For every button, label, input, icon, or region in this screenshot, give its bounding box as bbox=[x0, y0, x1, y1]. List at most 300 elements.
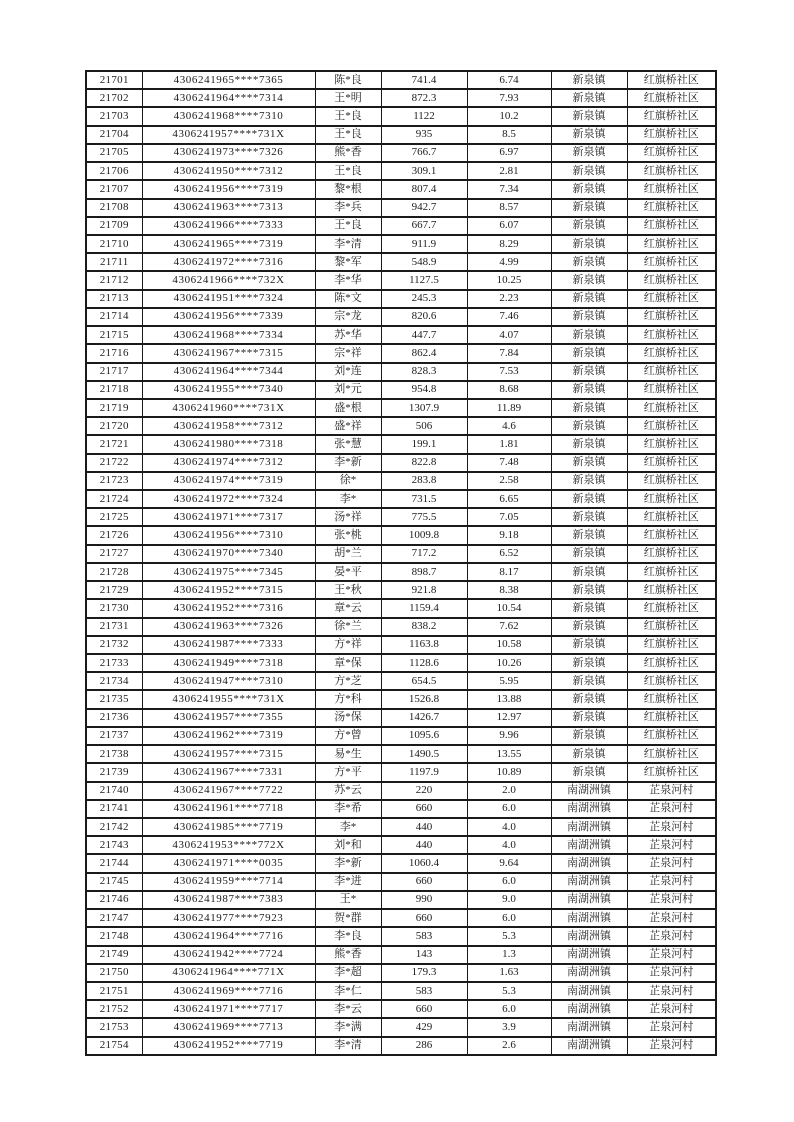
cell-village: 红旗桥社区 bbox=[627, 217, 716, 235]
cell-sequence-number: 21737 bbox=[86, 727, 142, 745]
cell-village: 芷泉河村 bbox=[627, 873, 716, 891]
cell-id-card-number: 4306241969****7716 bbox=[142, 982, 315, 1000]
cell-village: 芷泉河村 bbox=[627, 1037, 716, 1055]
table-row bbox=[86, 454, 716, 472]
cell-rate: 10.2 bbox=[467, 107, 551, 125]
cell-id-card-number: 4306241947****7310 bbox=[142, 672, 315, 690]
cell-sequence-number: 21716 bbox=[86, 344, 142, 362]
cell-rate: 10.54 bbox=[467, 599, 551, 617]
table-row bbox=[86, 363, 716, 381]
cell-village: 红旗桥社区 bbox=[627, 581, 716, 599]
cell-rate: 3.9 bbox=[467, 1018, 551, 1036]
cell-amount: 1122 bbox=[381, 107, 467, 125]
cell-town: 新泉镇 bbox=[551, 618, 627, 636]
cell-town: 新泉镇 bbox=[551, 581, 627, 599]
cell-id-card-number: 4306241942****7724 bbox=[142, 946, 315, 964]
cell-sequence-number: 21738 bbox=[86, 745, 142, 763]
cell-rate: 9.96 bbox=[467, 727, 551, 745]
cell-town: 新泉镇 bbox=[551, 89, 627, 107]
cell-rate: 4.07 bbox=[467, 326, 551, 344]
table-row bbox=[86, 727, 716, 745]
cell-rate: 8.57 bbox=[467, 199, 551, 217]
cell-id-card-number: 4306241958****7312 bbox=[142, 417, 315, 435]
cell-amount: 1526.8 bbox=[381, 690, 467, 708]
cell-name: 李*新 bbox=[315, 454, 381, 472]
cell-sequence-number: 21748 bbox=[86, 927, 142, 945]
cell-town: 新泉镇 bbox=[551, 745, 627, 763]
cell-id-card-number: 4306241956****7319 bbox=[142, 180, 315, 198]
cell-village: 红旗桥社区 bbox=[627, 417, 716, 435]
cell-sequence-number: 21746 bbox=[86, 891, 142, 909]
cell-sequence-number: 21740 bbox=[86, 782, 142, 800]
table-row bbox=[86, 417, 716, 435]
cell-village: 芷泉河村 bbox=[627, 818, 716, 836]
cell-amount: 1159.4 bbox=[381, 599, 467, 617]
cell-sequence-number: 21739 bbox=[86, 763, 142, 781]
cell-name: 刘*连 bbox=[315, 363, 381, 381]
cell-sequence-number: 21719 bbox=[86, 399, 142, 417]
cell-sequence-number: 21753 bbox=[86, 1018, 142, 1036]
cell-sequence-number: 21721 bbox=[86, 435, 142, 453]
cell-amount: 286 bbox=[381, 1037, 467, 1055]
cell-village: 红旗桥社区 bbox=[627, 618, 716, 636]
cell-amount: 654.5 bbox=[381, 672, 467, 690]
cell-amount: 1197.9 bbox=[381, 763, 467, 781]
cell-village: 红旗桥社区 bbox=[627, 745, 716, 763]
table-row bbox=[86, 235, 716, 253]
cell-village: 芷泉河村 bbox=[627, 782, 716, 800]
cell-sequence-number: 21701 bbox=[86, 71, 142, 89]
cell-village: 红旗桥社区 bbox=[627, 235, 716, 253]
cell-name: 方*平 bbox=[315, 763, 381, 781]
cell-sequence-number: 21704 bbox=[86, 126, 142, 144]
cell-sequence-number: 21744 bbox=[86, 854, 142, 872]
cell-sequence-number: 21732 bbox=[86, 636, 142, 654]
cell-id-card-number: 4306241971****7717 bbox=[142, 1000, 315, 1018]
cell-id-card-number: 4306241975****7345 bbox=[142, 563, 315, 581]
cell-id-card-number: 4306241972****7316 bbox=[142, 253, 315, 271]
cell-rate: 7.05 bbox=[467, 508, 551, 526]
table-row bbox=[86, 399, 716, 417]
cell-amount: 583 bbox=[381, 982, 467, 1000]
table-row bbox=[86, 618, 716, 636]
cell-sequence-number: 21717 bbox=[86, 363, 142, 381]
cell-name: 陈*文 bbox=[315, 290, 381, 308]
cell-sequence-number: 21751 bbox=[86, 982, 142, 1000]
cell-id-card-number: 4306241955****731X bbox=[142, 690, 315, 708]
cell-town: 新泉镇 bbox=[551, 599, 627, 617]
cell-amount: 766.7 bbox=[381, 144, 467, 162]
cell-town: 新泉镇 bbox=[551, 71, 627, 89]
cell-village: 红旗桥社区 bbox=[627, 326, 716, 344]
cell-rate: 5.3 bbox=[467, 982, 551, 1000]
cell-sequence-number: 21720 bbox=[86, 417, 142, 435]
cell-rate: 1.3 bbox=[467, 946, 551, 964]
cell-sequence-number: 21730 bbox=[86, 599, 142, 617]
cell-town: 新泉镇 bbox=[551, 545, 627, 563]
table-row bbox=[86, 89, 716, 107]
cell-rate: 6.0 bbox=[467, 873, 551, 891]
cell-rate: 6.0 bbox=[467, 800, 551, 818]
cell-town: 新泉镇 bbox=[551, 144, 627, 162]
cell-village: 红旗桥社区 bbox=[627, 399, 716, 417]
table-row bbox=[86, 107, 716, 125]
cell-town: 南湖洲镇 bbox=[551, 946, 627, 964]
table-row bbox=[86, 782, 716, 800]
table-row bbox=[86, 271, 716, 289]
cell-name: 王*良 bbox=[315, 107, 381, 125]
cell-village: 红旗桥社区 bbox=[627, 490, 716, 508]
cell-rate: 8.29 bbox=[467, 235, 551, 253]
cell-id-card-number: 4306241970****7340 bbox=[142, 545, 315, 563]
cell-id-card-number: 4306241952****7315 bbox=[142, 581, 315, 599]
cell-name: 黎*军 bbox=[315, 253, 381, 271]
cell-town: 南湖洲镇 bbox=[551, 782, 627, 800]
cell-town: 新泉镇 bbox=[551, 727, 627, 745]
cell-name: 刘*元 bbox=[315, 381, 381, 399]
cell-amount: 1128.6 bbox=[381, 654, 467, 672]
cell-rate: 4.99 bbox=[467, 253, 551, 271]
cell-name: 方*科 bbox=[315, 690, 381, 708]
cell-id-card-number: 4306241960****731X bbox=[142, 399, 315, 417]
cell-town: 新泉镇 bbox=[551, 180, 627, 198]
cell-name: 宗*祥 bbox=[315, 344, 381, 362]
cell-sequence-number: 21709 bbox=[86, 217, 142, 235]
cell-name: 黎*根 bbox=[315, 180, 381, 198]
cell-town: 新泉镇 bbox=[551, 107, 627, 125]
cell-village: 芷泉河村 bbox=[627, 909, 716, 927]
cell-id-card-number: 4306241966****732X bbox=[142, 271, 315, 289]
cell-amount: 717.2 bbox=[381, 545, 467, 563]
cell-rate: 8.5 bbox=[467, 126, 551, 144]
table-row bbox=[86, 71, 716, 89]
cell-sequence-number: 21703 bbox=[86, 107, 142, 125]
cell-amount: 828.3 bbox=[381, 363, 467, 381]
cell-rate: 6.52 bbox=[467, 545, 551, 563]
cell-town: 新泉镇 bbox=[551, 526, 627, 544]
cell-sequence-number: 21722 bbox=[86, 454, 142, 472]
table-row bbox=[86, 563, 716, 581]
table-row bbox=[86, 854, 716, 872]
cell-town: 南湖洲镇 bbox=[551, 1018, 627, 1036]
cell-id-card-number: 4306241966****7333 bbox=[142, 217, 315, 235]
cell-id-card-number: 4306241969****7713 bbox=[142, 1018, 315, 1036]
cell-rate: 5.95 bbox=[467, 672, 551, 690]
cell-rate: 10.25 bbox=[467, 271, 551, 289]
cell-rate: 8.17 bbox=[467, 563, 551, 581]
cell-id-card-number: 4306241967****7331 bbox=[142, 763, 315, 781]
cell-town: 南湖洲镇 bbox=[551, 1000, 627, 1018]
cell-village: 芷泉河村 bbox=[627, 946, 716, 964]
table-row bbox=[86, 636, 716, 654]
cell-name: 熊*香 bbox=[315, 144, 381, 162]
cell-id-card-number: 4306241957****7355 bbox=[142, 709, 315, 727]
cell-amount: 220 bbox=[381, 782, 467, 800]
cell-village: 红旗桥社区 bbox=[627, 472, 716, 490]
cell-rate: 4.6 bbox=[467, 417, 551, 435]
cell-amount: 506 bbox=[381, 417, 467, 435]
cell-rate: 6.0 bbox=[467, 1000, 551, 1018]
cell-id-card-number: 4306241967****7722 bbox=[142, 782, 315, 800]
cell-amount: 1163.8 bbox=[381, 636, 467, 654]
cell-village: 红旗桥社区 bbox=[627, 545, 716, 563]
cell-name: 王*良 bbox=[315, 126, 381, 144]
cell-rate: 10.26 bbox=[467, 654, 551, 672]
cell-amount: 548.9 bbox=[381, 253, 467, 271]
cell-sequence-number: 21725 bbox=[86, 508, 142, 526]
table-row bbox=[86, 964, 716, 982]
cell-sequence-number: 21712 bbox=[86, 271, 142, 289]
cell-village: 红旗桥社区 bbox=[627, 526, 716, 544]
cell-village: 红旗桥社区 bbox=[627, 690, 716, 708]
cell-id-card-number: 4306241961****7718 bbox=[142, 800, 315, 818]
cell-name: 张*慧 bbox=[315, 435, 381, 453]
cell-name: 章*保 bbox=[315, 654, 381, 672]
cell-town: 南湖洲镇 bbox=[551, 891, 627, 909]
cell-town: 新泉镇 bbox=[551, 308, 627, 326]
cell-sequence-number: 21754 bbox=[86, 1037, 142, 1055]
table-row bbox=[86, 927, 716, 945]
cell-amount: 660 bbox=[381, 1000, 467, 1018]
cell-rate: 7.46 bbox=[467, 308, 551, 326]
cell-rate: 7.62 bbox=[467, 618, 551, 636]
cell-rate: 10.58 bbox=[467, 636, 551, 654]
cell-town: 新泉镇 bbox=[551, 381, 627, 399]
cell-id-card-number: 4306241985****7719 bbox=[142, 818, 315, 836]
cell-name: 盛*根 bbox=[315, 399, 381, 417]
cell-id-card-number: 4306241955****7340 bbox=[142, 381, 315, 399]
cell-rate: 7.84 bbox=[467, 344, 551, 362]
table-row bbox=[86, 672, 716, 690]
table-row bbox=[86, 344, 716, 362]
table-row bbox=[86, 891, 716, 909]
cell-name: 宗*龙 bbox=[315, 308, 381, 326]
cell-town: 新泉镇 bbox=[551, 199, 627, 217]
table-row bbox=[86, 982, 716, 1000]
cell-id-card-number: 4306241968****7334 bbox=[142, 326, 315, 344]
cell-town: 新泉镇 bbox=[551, 563, 627, 581]
cell-id-card-number: 4306241949****7318 bbox=[142, 654, 315, 672]
cell-name: 方*芝 bbox=[315, 672, 381, 690]
cell-id-card-number: 4306241957****7315 bbox=[142, 745, 315, 763]
cell-amount: 731.5 bbox=[381, 490, 467, 508]
cell-village: 红旗桥社区 bbox=[627, 126, 716, 144]
cell-village: 红旗桥社区 bbox=[627, 563, 716, 581]
cell-name: 李*云 bbox=[315, 1000, 381, 1018]
cell-amount: 741.4 bbox=[381, 71, 467, 89]
cell-id-card-number: 4306241973****7326 bbox=[142, 144, 315, 162]
cell-amount: 583 bbox=[381, 927, 467, 945]
table-row bbox=[86, 599, 716, 617]
cell-name: 李*新 bbox=[315, 854, 381, 872]
cell-town: 新泉镇 bbox=[551, 344, 627, 362]
record-table bbox=[85, 70, 717, 1056]
cell-rate: 6.07 bbox=[467, 217, 551, 235]
cell-amount: 921.8 bbox=[381, 581, 467, 599]
cell-rate: 2.6 bbox=[467, 1037, 551, 1055]
cell-town: 新泉镇 bbox=[551, 235, 627, 253]
cell-sequence-number: 21743 bbox=[86, 836, 142, 854]
cell-amount: 143 bbox=[381, 946, 467, 964]
cell-sequence-number: 21723 bbox=[86, 472, 142, 490]
cell-village: 红旗桥社区 bbox=[627, 344, 716, 362]
cell-amount: 660 bbox=[381, 800, 467, 818]
cell-id-card-number: 4306241968****7310 bbox=[142, 107, 315, 125]
table-row bbox=[86, 818, 716, 836]
cell-rate: 6.74 bbox=[467, 71, 551, 89]
cell-village: 红旗桥社区 bbox=[627, 180, 716, 198]
cell-town: 新泉镇 bbox=[551, 417, 627, 435]
cell-village: 芷泉河村 bbox=[627, 854, 716, 872]
cell-sequence-number: 21726 bbox=[86, 526, 142, 544]
cell-rate: 8.38 bbox=[467, 581, 551, 599]
table-row bbox=[86, 1000, 716, 1018]
cell-village: 芷泉河村 bbox=[627, 927, 716, 945]
cell-rate: 9.0 bbox=[467, 891, 551, 909]
cell-id-card-number: 4306241951****7324 bbox=[142, 290, 315, 308]
cell-town: 新泉镇 bbox=[551, 217, 627, 235]
table-row bbox=[86, 326, 716, 344]
cell-village: 红旗桥社区 bbox=[627, 763, 716, 781]
table-row bbox=[86, 745, 716, 763]
table-row bbox=[86, 490, 716, 508]
cell-name: 徐* bbox=[315, 472, 381, 490]
cell-name: 李*清 bbox=[315, 1037, 381, 1055]
cell-sequence-number: 21734 bbox=[86, 672, 142, 690]
cell-rate: 6.0 bbox=[467, 909, 551, 927]
cell-name: 李*希 bbox=[315, 800, 381, 818]
cell-rate: 12.97 bbox=[467, 709, 551, 727]
cell-amount: 429 bbox=[381, 1018, 467, 1036]
cell-id-card-number: 4306241964****7314 bbox=[142, 89, 315, 107]
cell-rate: 7.93 bbox=[467, 89, 551, 107]
cell-id-card-number: 4306241957****731X bbox=[142, 126, 315, 144]
table-row bbox=[86, 763, 716, 781]
cell-town: 新泉镇 bbox=[551, 162, 627, 180]
cell-id-card-number: 4306241956****7339 bbox=[142, 308, 315, 326]
table-row bbox=[86, 217, 716, 235]
cell-village: 芷泉河村 bbox=[627, 964, 716, 982]
table-row bbox=[86, 526, 716, 544]
cell-id-card-number: 4306241967****7315 bbox=[142, 344, 315, 362]
cell-village: 红旗桥社区 bbox=[627, 435, 716, 453]
cell-sequence-number: 21702 bbox=[86, 89, 142, 107]
cell-sequence-number: 21742 bbox=[86, 818, 142, 836]
table-row bbox=[86, 1037, 716, 1055]
table-row bbox=[86, 654, 716, 672]
table-row bbox=[86, 162, 716, 180]
cell-name: 方*祥 bbox=[315, 636, 381, 654]
cell-id-card-number: 4306241971****0035 bbox=[142, 854, 315, 872]
cell-town: 南湖洲镇 bbox=[551, 964, 627, 982]
cell-name: 章*云 bbox=[315, 599, 381, 617]
cell-town: 新泉镇 bbox=[551, 636, 627, 654]
cell-rate: 11.89 bbox=[467, 399, 551, 417]
cell-id-card-number: 4306241959****7714 bbox=[142, 873, 315, 891]
cell-amount: 1095.6 bbox=[381, 727, 467, 745]
cell-id-card-number: 4306241974****7319 bbox=[142, 472, 315, 490]
cell-sequence-number: 21708 bbox=[86, 199, 142, 217]
cell-amount: 1490.5 bbox=[381, 745, 467, 763]
cell-village: 红旗桥社区 bbox=[627, 363, 716, 381]
cell-amount: 1127.5 bbox=[381, 271, 467, 289]
cell-rate: 7.34 bbox=[467, 180, 551, 198]
cell-amount: 440 bbox=[381, 818, 467, 836]
table-row bbox=[86, 144, 716, 162]
cell-id-card-number: 4306241953****772X bbox=[142, 836, 315, 854]
cell-town: 新泉镇 bbox=[551, 472, 627, 490]
cell-name: 李*进 bbox=[315, 873, 381, 891]
cell-amount: 822.8 bbox=[381, 454, 467, 472]
cell-name: 王*良 bbox=[315, 162, 381, 180]
cell-amount: 179.3 bbox=[381, 964, 467, 982]
cell-rate: 13.55 bbox=[467, 745, 551, 763]
cell-sequence-number: 21747 bbox=[86, 909, 142, 927]
cell-village: 芷泉河村 bbox=[627, 891, 716, 909]
cell-amount: 245.3 bbox=[381, 290, 467, 308]
cell-village: 红旗桥社区 bbox=[627, 89, 716, 107]
cell-rate: 4.0 bbox=[467, 836, 551, 854]
cell-village: 芷泉河村 bbox=[627, 1000, 716, 1018]
cell-sequence-number: 21741 bbox=[86, 800, 142, 818]
cell-town: 南湖洲镇 bbox=[551, 927, 627, 945]
cell-rate: 13.88 bbox=[467, 690, 551, 708]
cell-id-card-number: 4306241964****7716 bbox=[142, 927, 315, 945]
cell-amount: 954.8 bbox=[381, 381, 467, 399]
cell-name: 李* bbox=[315, 818, 381, 836]
cell-id-card-number: 4306241962****7319 bbox=[142, 727, 315, 745]
table-row bbox=[86, 472, 716, 490]
cell-amount: 838.2 bbox=[381, 618, 467, 636]
cell-amount: 309.1 bbox=[381, 162, 467, 180]
cell-village: 芷泉河村 bbox=[627, 982, 716, 1000]
table-row bbox=[86, 290, 716, 308]
cell-amount: 660 bbox=[381, 909, 467, 927]
cell-id-card-number: 4306241971****7317 bbox=[142, 508, 315, 526]
cell-village: 芷泉河村 bbox=[627, 800, 716, 818]
cell-name: 晏*平 bbox=[315, 563, 381, 581]
cell-amount: 199.1 bbox=[381, 435, 467, 453]
cell-name: 苏*云 bbox=[315, 782, 381, 800]
cell-id-card-number: 4306241956****7310 bbox=[142, 526, 315, 544]
cell-name: 李*仁 bbox=[315, 982, 381, 1000]
table-row bbox=[86, 873, 716, 891]
cell-amount: 447.7 bbox=[381, 326, 467, 344]
cell-town: 新泉镇 bbox=[551, 672, 627, 690]
cell-town: 新泉镇 bbox=[551, 253, 627, 271]
cell-id-card-number: 4306241977****7923 bbox=[142, 909, 315, 927]
cell-rate: 2.0 bbox=[467, 782, 551, 800]
cell-town: 南湖洲镇 bbox=[551, 854, 627, 872]
cell-sequence-number: 21724 bbox=[86, 490, 142, 508]
table-row bbox=[86, 800, 716, 818]
cell-village: 红旗桥社区 bbox=[627, 599, 716, 617]
cell-amount: 872.3 bbox=[381, 89, 467, 107]
cell-name: 贺*群 bbox=[315, 909, 381, 927]
cell-sequence-number: 21729 bbox=[86, 581, 142, 599]
cell-rate: 9.64 bbox=[467, 854, 551, 872]
cell-town: 新泉镇 bbox=[551, 399, 627, 417]
cell-rate: 1.63 bbox=[467, 964, 551, 982]
cell-rate: 2.81 bbox=[467, 162, 551, 180]
cell-town: 新泉镇 bbox=[551, 271, 627, 289]
cell-town: 新泉镇 bbox=[551, 690, 627, 708]
cell-village: 红旗桥社区 bbox=[627, 454, 716, 472]
cell-sequence-number: 21707 bbox=[86, 180, 142, 198]
cell-rate: 1.81 bbox=[467, 435, 551, 453]
cell-amount: 1009.8 bbox=[381, 526, 467, 544]
cell-name: 苏*华 bbox=[315, 326, 381, 344]
